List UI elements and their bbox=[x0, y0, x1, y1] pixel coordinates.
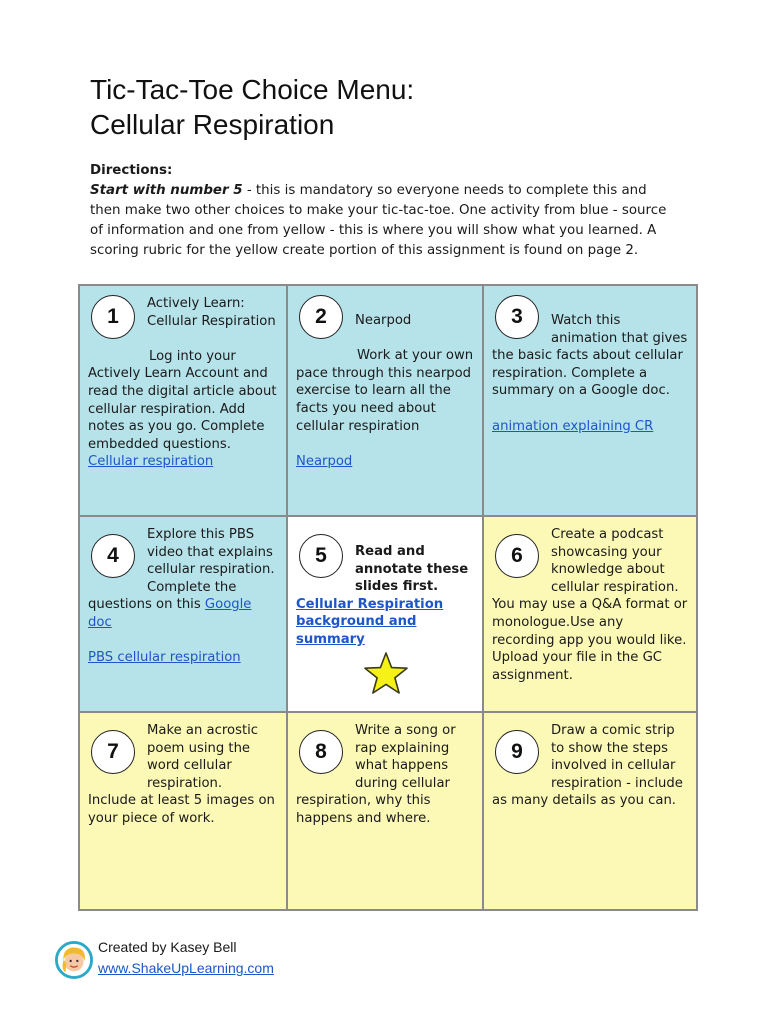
cell-2-heading: Nearpod bbox=[355, 313, 412, 328]
cell-3-link[interactable]: animation explaining CR bbox=[492, 418, 654, 434]
number-circle-8: 8 bbox=[299, 730, 343, 774]
cell-8-body: Write a song or rap explaining what happens during cellular respiration, why this happens and where. bbox=[296, 723, 456, 826]
title-line-2: Cellular Respiration bbox=[90, 109, 335, 140]
number-circle-2: 2 bbox=[299, 295, 343, 339]
number-circle-1: 1 bbox=[91, 295, 135, 339]
cell-1-heading: Actively Learn: Cellular Respiration bbox=[147, 296, 276, 329]
cell-2-body: Work at your own pace through this nearpod exercise to learn all the facts you need about cellular respiration bbox=[296, 348, 474, 434]
cell-4-inline-link[interactable]: Google doc bbox=[88, 597, 252, 630]
cell-1-body: Log into your Actively Learn Account and read the digital article about cellular respiration. Add notes as you go. Complete embedded questions. bbox=[88, 348, 277, 452]
page-title bbox=[90, 72, 414, 142]
cell-1-link[interactable]: Cellular respiration bbox=[88, 454, 214, 470]
cell-4-body: Explore this PBS video that explains cellular respiration. Complete the questions on this bbox=[88, 527, 275, 613]
title-line-1: Tic-Tac-Toe Choice Menu: bbox=[90, 74, 415, 105]
cell-9-body: Draw a comic strip to show the steps involved in cellular respiration - include as many details as you can. bbox=[492, 723, 683, 809]
cell-4-link[interactable]: PBS cellular respiration bbox=[88, 650, 241, 666]
choice-grid bbox=[78, 284, 698, 911]
cell-7-body-2: Include at least 5 images on your piece of work. bbox=[88, 793, 275, 826]
number-circle-3: 3 bbox=[495, 295, 539, 339]
directions-start-label: Start with number 5 bbox=[90, 183, 243, 198]
footer-created-by: Created by Kasey Bell bbox=[98, 939, 237, 955]
cell-5-link[interactable]: Cellular Respiration background and summary bbox=[296, 596, 444, 647]
choice-cell-2 bbox=[288, 286, 484, 517]
number-circle-9: 9 bbox=[495, 730, 539, 774]
directions-heading: Directions: bbox=[90, 163, 173, 178]
footer bbox=[55, 937, 274, 985]
choice-cell-3 bbox=[484, 286, 696, 517]
shake-up-learning-logo bbox=[55, 941, 93, 979]
choice-cell-1 bbox=[80, 286, 288, 517]
choice-cell-4 bbox=[80, 517, 288, 713]
choice-cell-5 bbox=[288, 517, 484, 713]
directions-text-block bbox=[90, 181, 680, 261]
footer-link[interactable]: www.ShakeUpLearning.com bbox=[98, 960, 274, 976]
directions bbox=[90, 161, 680, 261]
number-circle-5: 5 bbox=[299, 534, 343, 578]
directions-text: - this is mandatory so everyone needs to complete this and then make two other choices to make your tic-tac-toe. One activity from blue - source of information and one from yellow - this is where you will show what you learned. A scoring rubric for the yellow create portion of this assignment is found on page 2. bbox=[90, 183, 667, 258]
cell-2-link[interactable]: Nearpod bbox=[296, 453, 353, 469]
number-circle-4: 4 bbox=[91, 534, 135, 578]
choice-cell-7 bbox=[80, 713, 288, 909]
star-icon bbox=[362, 650, 410, 698]
cell-3-body: Watch this animation that gives the basic facts about cellular respiration. Complete a summary on a Google doc. bbox=[492, 313, 688, 399]
cell-6-body: Create a podcast showcasing your knowledge about cellular respiration. You may use a Q&A format or monologue.Use any recording app you would like. Upload your file in the GC assignment. bbox=[492, 527, 688, 683]
number-circle-6: 6 bbox=[495, 534, 539, 578]
choice-cell-9 bbox=[484, 713, 696, 909]
cell-7-body: Make an acrostic poem using the word cellular respiration. bbox=[147, 723, 259, 791]
cell-5-heading: Read and annotate these slides first. bbox=[355, 544, 469, 595]
number-circle-7: 7 bbox=[91, 730, 135, 774]
choice-cell-6 bbox=[484, 517, 696, 713]
choice-cell-8 bbox=[288, 713, 484, 909]
